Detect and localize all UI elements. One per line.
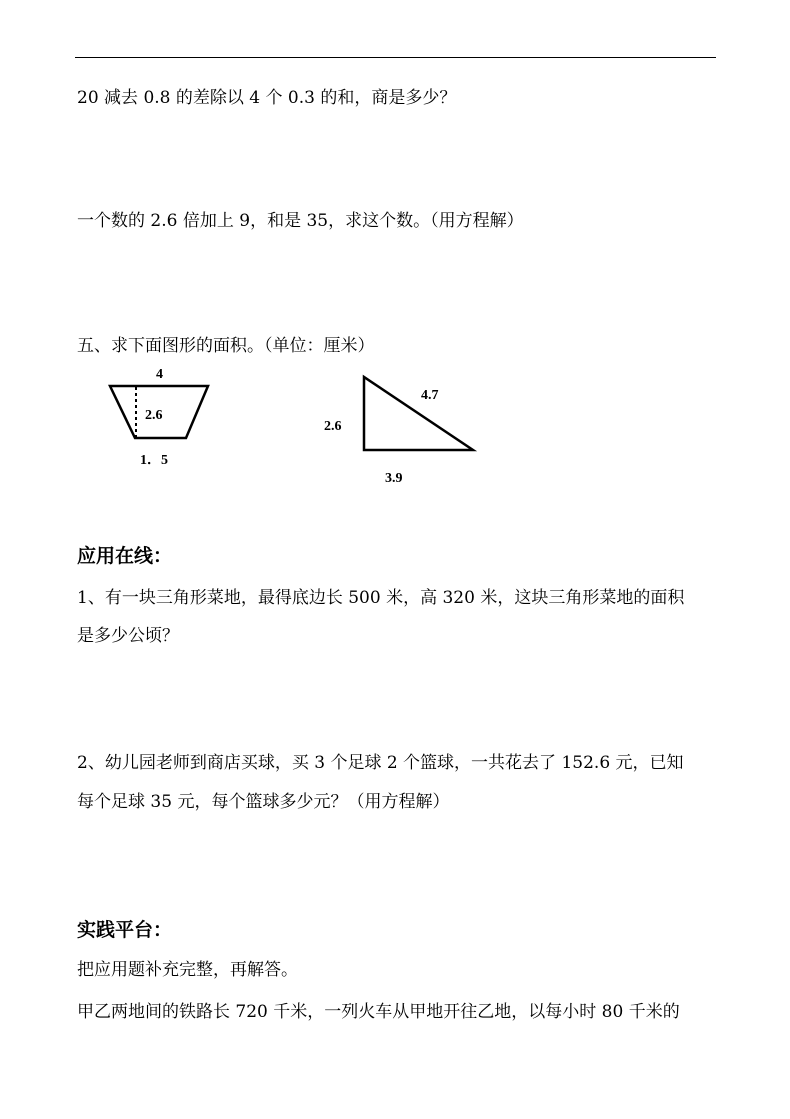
section-five-title: 五、求下面图形的面积。（单位：厘米） xyxy=(77,336,375,356)
problem-2-line-2: 每个足球 35 元，每个篮球多少元？（用方程解） xyxy=(77,792,450,812)
question-2: 一个数的 2.6 倍加上 9，和是 35，求这个数。（用方程解） xyxy=(77,211,524,231)
problem-1-line-2: 是多少公顷？ xyxy=(77,626,179,646)
triangle-base-label: 3.9 xyxy=(385,471,403,486)
practice-problem: 甲乙两地间的铁路长 720 千米，一列火车从甲地开往乙地，以每小时 80 千米的 xyxy=(77,1002,680,1022)
triangle-shape xyxy=(364,377,473,450)
trapezoid-top-label: 4 xyxy=(156,367,163,382)
triangle-height-label: 2.6 xyxy=(324,419,342,434)
header-rule xyxy=(75,57,716,58)
practice-instruction: 把应用题补充完整，再解答。 xyxy=(77,960,298,980)
triangle-figure xyxy=(324,377,473,486)
question-1: 20 减去 0.8 的差除以 4 个 0.3 的和，商是多少？ xyxy=(77,88,457,108)
practice-heading: 实践平台： xyxy=(77,919,173,941)
problem-2-line-1: 2、幼儿园老师到商店买球，买 3 个足球 2 个篮球，一共花去了 152.6 元，已知 xyxy=(77,753,684,773)
trapezoid-height-label: 2.6 xyxy=(145,408,163,423)
triangle-hypotenuse-label: 4.7 xyxy=(421,388,439,403)
trapezoid-bottom-label: 1．5 xyxy=(140,453,168,468)
application-heading: 应用在线： xyxy=(77,545,173,567)
area-figures xyxy=(0,360,790,490)
trapezoid-figure xyxy=(110,367,208,468)
problem-1-line-1: 1、有一块三角形菜地，最得底边长 500 米，高 320 米，这块三角形菜地的面积 xyxy=(77,588,685,608)
